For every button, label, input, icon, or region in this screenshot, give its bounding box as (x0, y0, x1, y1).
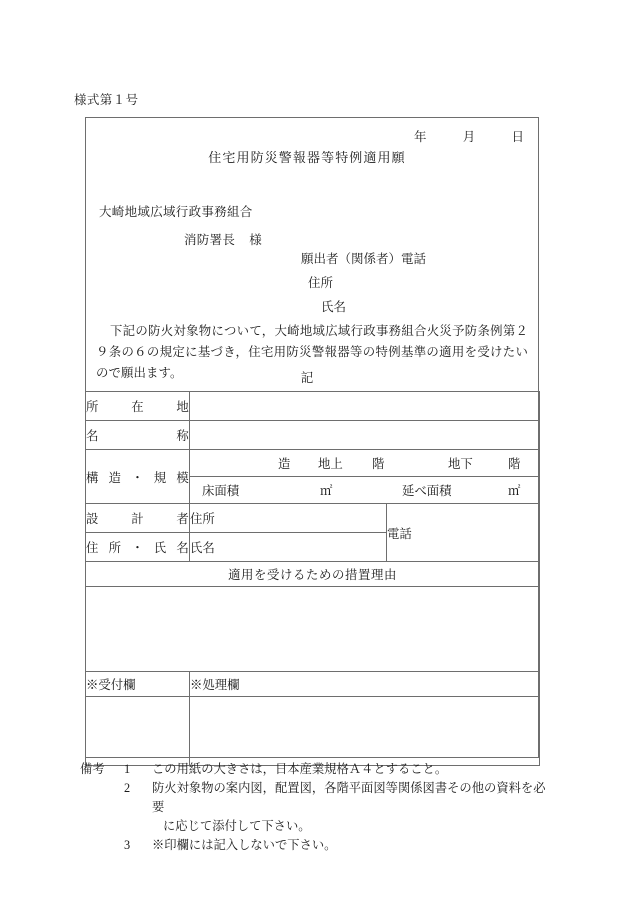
table-row-name (86, 421, 540, 450)
form-grid-table (85, 391, 540, 766)
date-day-label: 日 (511, 130, 524, 144)
structure-label: 構造・規模 (86, 450, 190, 504)
reason-title: 適用を受けるための措置理由 (86, 562, 540, 587)
table-row-reason-title (86, 562, 540, 587)
addressee-organization: 大崎地域広域行政事務組合 (99, 205, 253, 219)
process-value[interactable] (190, 697, 540, 766)
note-text-wrap (152, 779, 550, 836)
table-row-structure-upper (86, 450, 540, 477)
addressee-chief-title: 消防署長 (184, 233, 236, 247)
total-area-label: 延べ面積 (402, 484, 452, 498)
note-text-continued: に応じて添付して下さい。 (163, 819, 311, 833)
note-item (80, 779, 550, 836)
name-label: 名 称 (86, 421, 190, 450)
reason-value[interactable] (86, 587, 540, 672)
note-item (80, 760, 550, 779)
form-frame (85, 117, 539, 758)
designer-address-value[interactable]: 住所 (190, 504, 387, 533)
table-row-reason-blank (86, 587, 540, 672)
receipt-label: ※受付欄 (86, 672, 190, 697)
designer-phone-value[interactable]: 電話 (387, 504, 540, 562)
applicant-phone-label: 願出者（関係者）電話 (301, 252, 427, 266)
structure-under-label: 地下 (448, 457, 473, 471)
note-text: 防火対象物の案内図，配置図，各階平面図等関係図書その他の資料を必要 (152, 781, 546, 814)
location-value[interactable] (190, 392, 540, 421)
addressee-chief (184, 230, 262, 248)
structure-above-floor-unit: 階 (372, 457, 385, 471)
structure-zou-label: 造 (278, 457, 291, 471)
document-title: 住宅用防災警報器等特例適用願 (208, 150, 406, 165)
note-number: 1 (124, 762, 131, 776)
form-header-section (86, 118, 538, 391)
floor-area-unit: ㎡ (320, 484, 333, 498)
floor-area-label: 床面積 (202, 484, 240, 498)
note-text: ※印欄には記入しないで下さい。 (152, 838, 337, 852)
structure-above-label: 地上 (318, 457, 343, 471)
ki-mark: 記 (300, 371, 314, 385)
body-paragraph-text: 下記の防火対象物について，大崎地域広域行政事務組合火災予防条例第２９条の６の規定に基づき，住宅用防災警報器等の特例基準の適用を受けたいので願出ます。 (96, 324, 528, 380)
date-line (414, 127, 524, 145)
table-row-office-blank (86, 697, 540, 766)
form-number-label: 様式第１号 (74, 93, 139, 107)
location-label: 所 在 地 (86, 392, 190, 421)
applicant-address-label: 住所 (308, 276, 334, 290)
area-line[interactable] (190, 477, 540, 504)
process-label: ※処理欄 (190, 672, 540, 697)
note-number: 2 (124, 781, 131, 795)
table-row-designer-address (86, 504, 540, 533)
table-row-location (86, 392, 540, 421)
applicant-name-label: 氏名 (321, 300, 347, 314)
applicant-block (301, 247, 426, 319)
structure-under-floor-unit: 階 (508, 457, 521, 471)
addressee-honorific: 様 (249, 233, 263, 247)
date-month-label: 月 (462, 130, 476, 144)
footer-notes (80, 760, 550, 855)
receipt-value[interactable] (86, 697, 190, 766)
designer-label-line2: 住所・氏名 (86, 533, 190, 562)
table-row-office-labels (86, 672, 540, 697)
note-text: この用紙の大きさは，日本産業規格Ａ４とすること。 (152, 762, 448, 776)
note-number: 3 (124, 838, 131, 852)
note-item (80, 836, 550, 855)
structure-scale-line[interactable] (190, 450, 540, 477)
total-area-unit: ㎡ (508, 484, 521, 498)
name-value[interactable] (190, 421, 540, 450)
designer-label-line1: 設 計 者 (86, 504, 190, 533)
date-year-label: 年 (413, 130, 427, 144)
designer-name-value[interactable]: 氏名 (190, 533, 387, 562)
notes-tag: 備考 (80, 762, 105, 776)
